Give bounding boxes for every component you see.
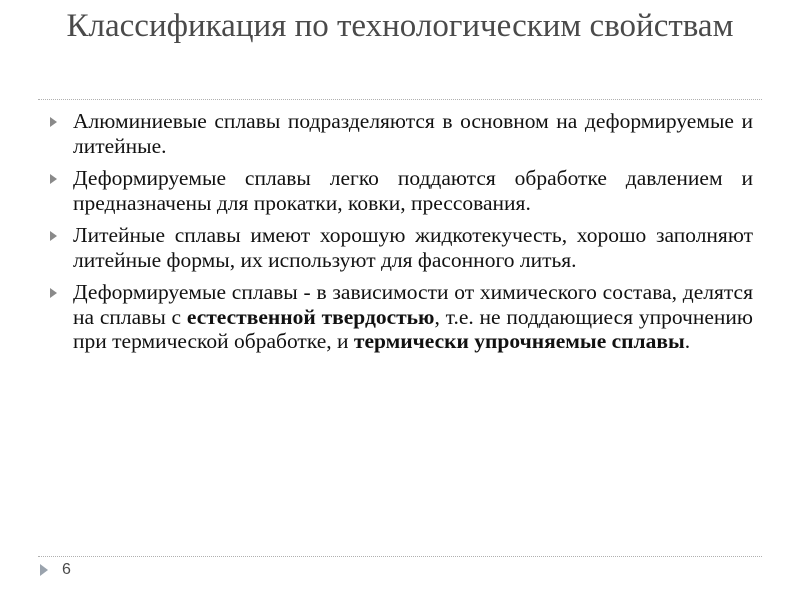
bold-term: естественной твердостью — [186, 304, 435, 329]
bullet-text: Деформируемые сплавы легко поддаются обработке давлением и предназначены для прокатки, ковки, прессования. — [73, 166, 753, 215]
bullet-item — [48, 109, 753, 158]
triangle-right-icon — [50, 174, 57, 184]
footer-divider — [38, 556, 762, 557]
bullet-item — [48, 223, 753, 272]
bullet-item — [48, 280, 753, 354]
triangle-right-icon — [50, 117, 57, 127]
bullet-text: Литейные сплавы имеют хорошую жидкотекучесть, хорошо заполняют литейные формы, их используют для фасонного литья. — [73, 223, 753, 272]
title-divider — [38, 99, 762, 100]
bullet-text-part: , т.е. не поддающиеся упрочнению при термической обработке, и — [73, 304, 753, 353]
bullet-text-part: . — [684, 329, 691, 353]
triangle-right-icon — [50, 288, 57, 298]
bold-term: термически упрочняемые сплавы — [353, 329, 685, 353]
bullet-text-part: Деформируемые сплавы - в зависимости от химического состава, делятся на сплавы с — [73, 280, 753, 329]
page-number: 6 — [62, 561, 71, 578]
slide-title: Классификация по технологическим свойствам — [66, 8, 734, 44]
bullet-text — [73, 280, 753, 353]
bullet-item — [48, 166, 753, 215]
triangle-right-icon — [40, 564, 48, 576]
triangle-right-icon — [50, 231, 57, 241]
bullet-text: Алюминиевые сплавы подразделяются в основном на деформируемые и литейные. — [73, 109, 753, 158]
bullet-list — [48, 109, 753, 362]
